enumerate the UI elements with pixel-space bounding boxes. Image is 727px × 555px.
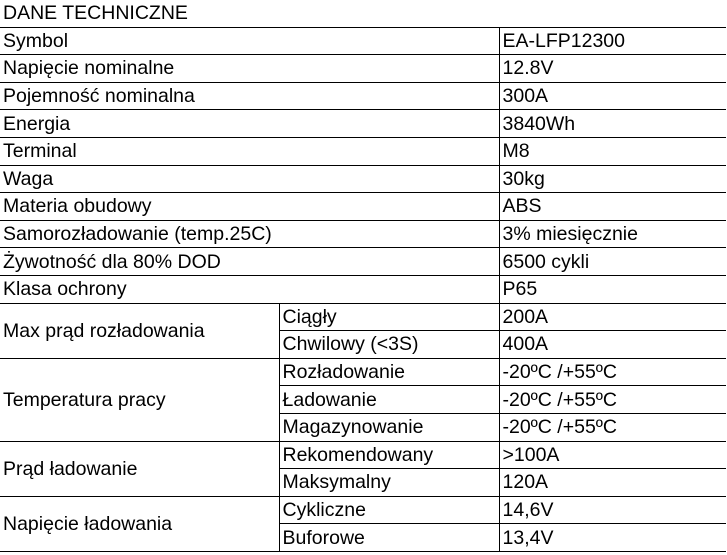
row-label: Klasa ochrony: [0, 275, 499, 303]
row-value: EA-LFP12300: [499, 27, 726, 55]
table-row: [0, 358, 726, 386]
sub-label: Chwilowy (<3S): [279, 331, 499, 359]
row-value: M8: [499, 137, 726, 165]
sub-value: -20ºC /+55ºC: [499, 413, 726, 441]
table-row: [0, 27, 726, 55]
row-value: 12.8V: [499, 55, 726, 83]
sub-value: 120A: [499, 469, 726, 497]
table-row: [0, 496, 726, 524]
row-label: Energia: [0, 110, 499, 138]
table-title: DANE TECHNICZNE: [0, 0, 726, 27]
row-label: Terminal: [0, 137, 499, 165]
row-label: Pojemność nominalna: [0, 82, 499, 110]
table-row: [0, 220, 726, 248]
sub-label: Buforowe: [279, 524, 499, 552]
row-label: Materia obudowy: [0, 193, 499, 221]
row-value: 300A: [499, 82, 726, 110]
table-row: [0, 110, 726, 138]
sub-value: 200A: [499, 303, 726, 331]
table-row: [0, 303, 726, 331]
sub-value: 400A: [499, 331, 726, 359]
table-row: [0, 275, 726, 303]
row-label: Samorozładowanie (temp.25C): [0, 220, 499, 248]
sub-label: Maksymalny: [279, 469, 499, 497]
sub-value: -20ºC /+55ºC: [499, 358, 726, 386]
sub-label: Rozładowanie: [279, 358, 499, 386]
row-value: 3% miesięcznie: [499, 220, 726, 248]
sub-label: Ciągły: [279, 303, 499, 331]
group-label-charging-voltage: Napięcie ładowania: [0, 496, 279, 551]
table-row: [0, 193, 726, 221]
sub-label: Magazynowanie: [279, 413, 499, 441]
row-label: Symbol: [0, 27, 499, 55]
table-row: [0, 82, 726, 110]
group-label-max-discharge-current: Max prąd rozładowania: [0, 303, 279, 358]
sub-value: -20ºC /+55ºC: [499, 386, 726, 414]
table-row: [0, 137, 726, 165]
sub-label: Cykliczne: [279, 496, 499, 524]
sub-value: >100A: [499, 441, 726, 469]
table-row: [0, 248, 726, 276]
row-label: Napięcie nominalne: [0, 55, 499, 83]
row-value: 30kg: [499, 165, 726, 193]
table-row: [0, 55, 726, 83]
sub-label: Rekomendowany: [279, 441, 499, 469]
row-value: P65: [499, 275, 726, 303]
group-label-charging-current: Prąd ładowanie: [0, 441, 279, 496]
row-value: 6500 cykli: [499, 248, 726, 276]
group-label-operating-temperature: Temperatura pracy: [0, 358, 279, 441]
row-value: 3840Wh: [499, 110, 726, 138]
sub-value: 14,6V: [499, 496, 726, 524]
row-value: ABS: [499, 193, 726, 221]
sub-label: Ładowanie: [279, 386, 499, 414]
row-label: Waga: [0, 165, 499, 193]
table-row: [0, 441, 726, 469]
row-label: Żywotność dla 80% DOD: [0, 248, 499, 276]
table-row: [0, 165, 726, 193]
table-title-row: [0, 0, 726, 27]
sub-value: 13,4V: [499, 524, 726, 552]
